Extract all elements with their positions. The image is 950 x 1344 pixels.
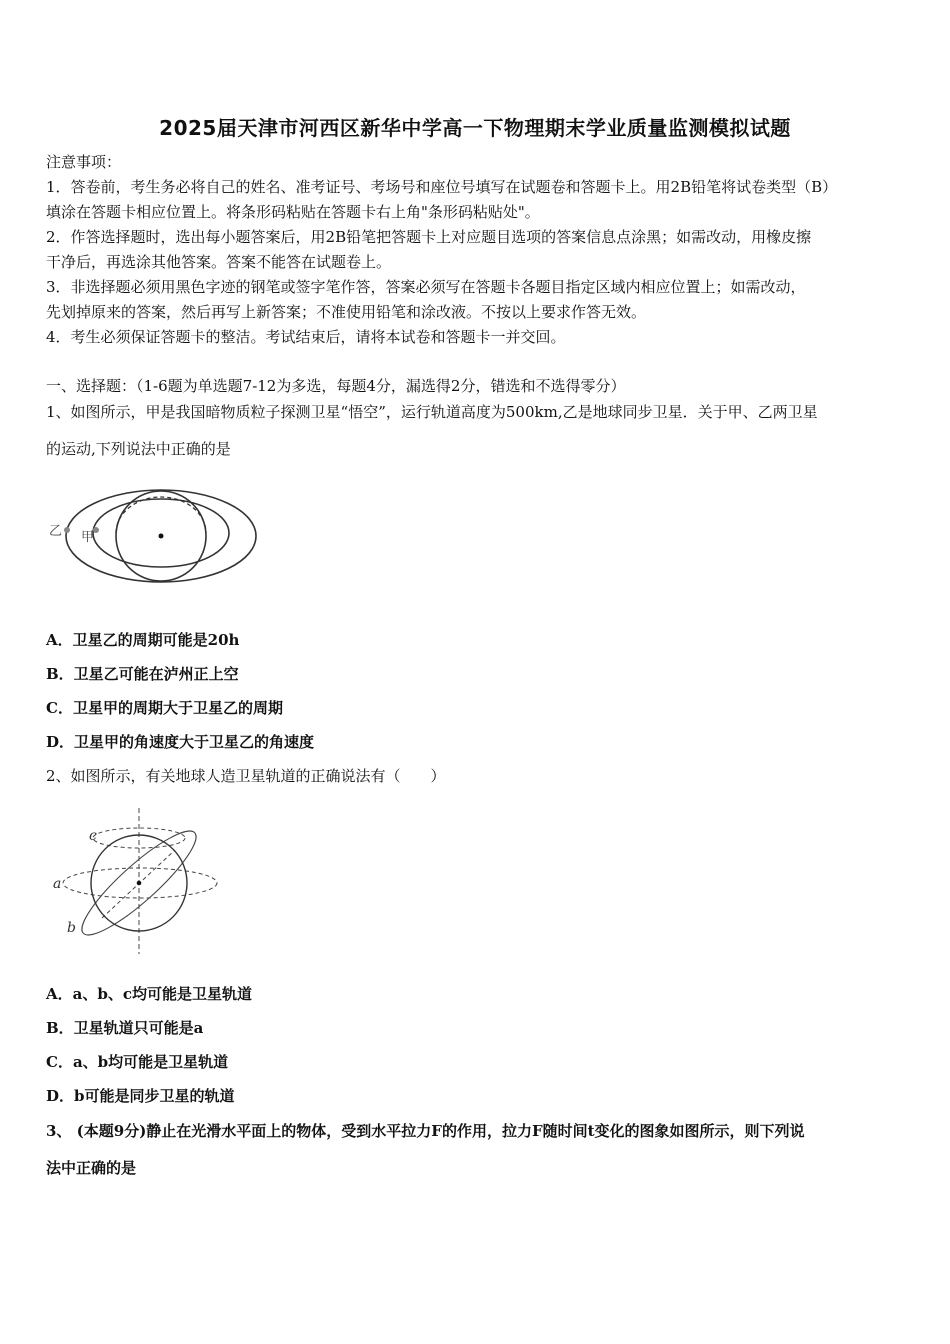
q1-option-b[interactable]: B．卫星乙可能在泸州正上空	[46, 665, 239, 683]
notice-line-2: 填涂在答题卡相应位置上。将条形码粘贴在答题卡右上角"条形码粘贴处"。	[46, 203, 540, 221]
q1-option-c[interactable]: C．卫星甲的周期大于卫星乙的周期	[46, 699, 283, 717]
q1-option-a[interactable]: A．卫星乙的周期可能是20h	[46, 631, 240, 649]
notice-heading: 注意事项：	[46, 153, 122, 171]
orbit-jia	[93, 499, 229, 567]
label-yi: 乙	[49, 524, 63, 539]
notice-line-1: 1．答卷前，考生务必将自己的姓名、准考证号、考场号和座位号填写在试题卷和答题卡上。用2B铅笔将试卷类型（B）	[46, 178, 838, 196]
section-heading: 一、选择题：（1-6题为单选题7-12为多选，每题4分，漏选得2分，错选和不选得零分）	[46, 377, 626, 395]
notice-line-3: 2．作答选择题时，选出每小题答案后，用2B铅笔把答题卡上对应题目选项的答案信息点涂黑；如需改动，用橡皮擦	[46, 228, 812, 246]
label-c: c	[89, 828, 97, 844]
satellite-yi	[64, 527, 70, 533]
label-b: b	[67, 920, 76, 936]
notice-line-7: 4．考生必须保证答题卡的整洁。考试结束后，请将本试卷和答题卡一并交回。	[46, 328, 566, 346]
q2-stem: 2、如图所示，有关地球人造卫星轨道的正确说法有（ ）	[46, 767, 446, 785]
notice-line-6: 先划掉原来的答案，然后再写上新答案；不准使用铅笔和涂改液。不按以上要求作答无效。	[46, 303, 647, 321]
label-jia: 甲	[81, 530, 95, 545]
q1-stem-line-1: 1、如图所示，甲是我国暗物质粒子探测卫星“悟空”，运行轨道高度为500km,乙是地球同步卫星．关于甲、乙两卫星	[46, 403, 818, 421]
q3-stem-line-1: 3、 (本题9分)静止在光滑水平面上的物体，受到水平拉力F的作用，拉力F随时间t变化的图象如图所示，则下列说	[46, 1122, 805, 1140]
q2-option-c[interactable]: C．a、b均可能是卫星轨道	[46, 1053, 229, 1071]
notice-line-5: 3．非选择题必须用黑色字迹的钢笔或签字笔作答，答案必须写在答题卡各题目指定区域内相应位置上；如需改动，	[46, 278, 806, 296]
q2-orbit-figure	[50, 806, 225, 956]
q2-option-b[interactable]: B．卫星轨道只可能是a	[46, 1019, 204, 1037]
q3-stem-line-2: 法中正确的是	[46, 1159, 137, 1177]
q2-option-d[interactable]: D．b可能是同步卫星的轨道	[46, 1087, 235, 1105]
notice-line-4: 干净后，再选涂其他答案。答案不能答在试题卷上。	[46, 253, 392, 271]
label-a: a	[53, 876, 62, 892]
q1-stem-line-2: 的运动,下列说法中正确的是	[46, 440, 231, 458]
earth-center	[137, 881, 142, 886]
q1-orbit-figure	[44, 478, 274, 588]
q1-option-d[interactable]: D．卫星甲的角速度大于卫星乙的角速度	[46, 733, 315, 751]
earth-center	[159, 534, 164, 539]
page-title: 2025届天津市河西区新华中学高一下物理期末学业质量监测模拟试题	[159, 116, 791, 140]
q2-option-a[interactable]: A．a、b、c均可能是卫星轨道	[46, 985, 252, 1003]
